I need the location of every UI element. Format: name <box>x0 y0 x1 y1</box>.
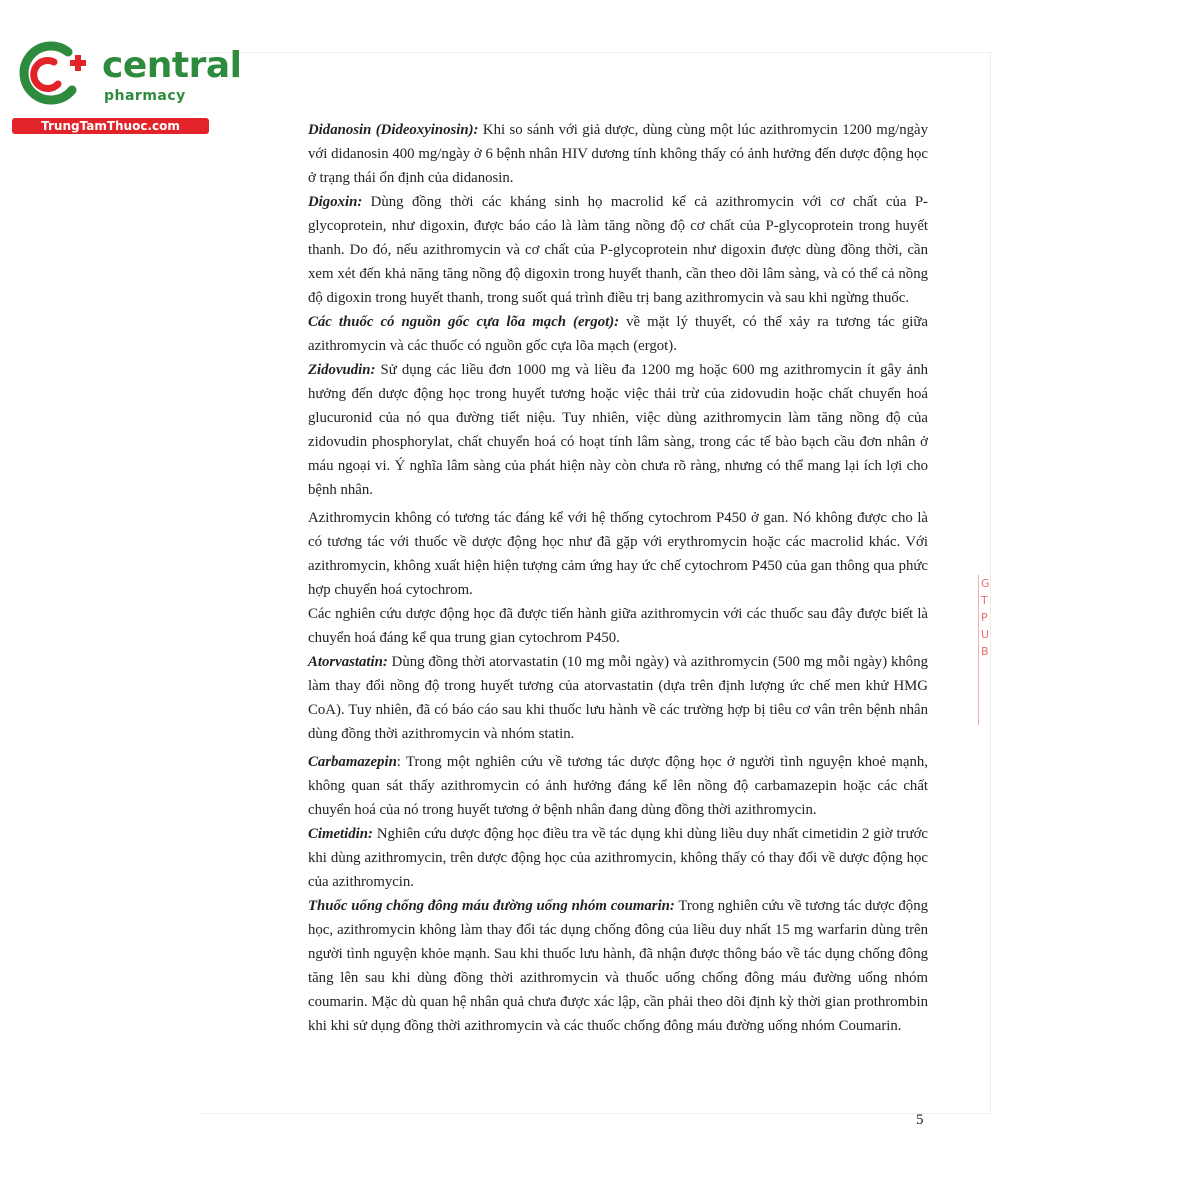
paragraph-lead: Atorvastatin: <box>308 654 388 670</box>
stamp-char: P <box>981 611 988 624</box>
paragraph-coumarin <box>308 894 928 1038</box>
logo-brand-sub: pharmacy <box>104 88 186 104</box>
page-number: 5 <box>916 1112 924 1128</box>
paragraph-cimetidin <box>308 822 928 894</box>
document-body <box>308 118 928 1038</box>
paragraph-text: Khi so sánh với giả dược, dùng cùng một lúc azithromycin 1200 mg/ngày với didanosin 400 mg/ngày ở 6 bệnh nhân HIV dương tính không thấy có ảnh hưởng đến dược động học ở trạng thái ổn định của didanosin. <box>308 122 928 186</box>
paragraph-didanosin <box>308 118 928 190</box>
paragraph-cytochrom <box>308 506 928 602</box>
paragraph-lead: Carbamazepin <box>308 754 397 770</box>
paragraph-lead: Zidovudin: <box>308 362 376 378</box>
paragraph-text: về mặt lý thuyết, có thể xảy ra tương tác giữa azithromycin và các thuốc có nguồn gốc cựa lõa mạch (ergot). <box>308 314 928 354</box>
paragraph-ergot <box>308 310 928 358</box>
stamp-char: T <box>981 594 988 607</box>
paragraph-lead: Digoxin: <box>308 194 363 210</box>
paragraph-lead: Didanosin (Dideoxyinosin): <box>308 122 479 138</box>
paragraph-lead: Các thuốc có nguồn gốc cựa lõa mạch (ergot): <box>308 314 620 330</box>
paragraph-atorvastatin <box>308 650 928 746</box>
paragraph-text: Nghiên cứu dược động học điều tra về tác dụng khi dùng liều duy nhất cimetidin 2 giờ trước khi dùng azithromycin, trên dược động học của azithromycin, không thấy có thay đổi về dược động học của azithromycin. <box>308 826 928 890</box>
paragraph-text: Trong nghiên cứu về tương tác dược động học, azithromycin không làm thay đổi tác dụng chống đông của liều duy nhất 15 mg warfarin dùng trên người tình nguyện khỏe mạnh. Sau khi thuốc lưu hành, đã nhận được thông báo về tác dụng chống đông tăng lên sau khi dùng đồng thời azithromycin và thuốc uống chống đông máu đường uống nhóm coumarin. Mặc dù quan hệ nhân quả chưa được xác lập, cần phải theo dõi định kỳ thời gian prothrombin khi khi sử dụng đồng thời azithromycin và các thuốc chống đông máu đường uống nhóm Coumarin. <box>308 898 928 1034</box>
paragraph-carbamazepin <box>308 750 928 822</box>
paragraph-text: Dùng đồng thời atorvastatin (10 mg mỗi ngày) và azithromycin (500 mg mỗi ngày) không làm thay đổi nồng độ trong huyết tương của atorvastatin (dựa trên định lượng ức chế men khử HMG CoA). Tuy nhiên, đã có báo cáo sau khi thuốc lưu hành về các trường hợp bị tiêu cơ vân trên bệnh nhân dùng đồng thời azithromycin và nhóm statin. <box>308 654 928 742</box>
stamp-char: U <box>981 628 990 641</box>
paragraph-text: Sử dụng các liều đơn 1000 mg và liều đa 1200 mg hoặc 600 mg azithromycin ít gây ảnh hưởng đến dược động học trong huyết tương hoặc việc thải trừ của zidovudin hoặc chất chuyển hoá glucuronid của nó qua đường tiết niệu. Tuy nhiên, việc dùng azithromycin làm tăng nồng độ của zidovudin phosphorylat, chất chuyển hoá có hoạt tính lâm sàng, trong các tế bào bạch cầu đơn nhân ở máu ngoại vi. Ý nghĩa lâm sàng của phát hiện này còn chưa rõ ràng, nhưng có thể mang lại ích lợi cho bệnh nhân. <box>308 362 928 498</box>
logo-site-band: TrungTamThuoc.com <box>12 118 209 134</box>
margin-stamp <box>978 575 995 725</box>
stamp-char: B <box>981 645 989 658</box>
paragraph-zidovudin <box>308 358 928 502</box>
paragraph-lead: Cimetidin: <box>308 826 373 842</box>
paragraph-text: : Trong một nghiên cứu về tương tác dược động học ở người tình nguyện khoẻ mạnh, không quan sát thấy azithromycin có ảnh hưởng đáng kể lên nồng độ carbamazepin hoặc các chất chuyển hoá của nó trong huyết tương ở bệnh nhân đang dùng đồng thời azithromycin. <box>308 754 928 818</box>
paragraph-text: Dùng đồng thời các kháng sinh họ macrolid kể cả azithromycin với cơ chất của P-glycoprotein, như digoxin, được báo cáo là làm tăng nồng độ cơ chất của P-glycoprotein trong huyết thanh. Do đó, nếu azithromycin và cơ chất của P-glycoprotein như digoxin được dùng đồng thời, cần xem xét đến khả năng tăng nồng độ digoxin trong huyết thanh, cần theo dõi lâm sàng, và có thể cả nồng độ digoxin trong huyết thanh, trong suốt quá trình điều trị bang azithromycin và sau khi ngừng thuốc. <box>308 194 928 306</box>
paragraph-text: Các nghiên cứu dược động học đã được tiến hành giữa azithromycin với các thuốc sau đây được biết là chuyển hoá đáng kể qua trung gian cytochrom P450. <box>308 606 928 646</box>
pharmacy-cross-icon <box>12 38 92 110</box>
paragraph-lead: Thuốc uống chống đông máu đường uống nhóm coumarin: <box>308 898 675 914</box>
logo-brand-name: central <box>102 45 242 86</box>
paragraph-digoxin <box>308 190 928 310</box>
paragraph-text: Azithromycin không có tương tác đáng kể với hệ thống cytochrom P450 ở gan. Nó không được cho là có tương tác với thuốc về dược động học như đã gặp với erythromycin hoặc các macrolid khác. Với azithromycin, không xuất hiện hiện tượng cảm ứng hay ức chế cytochrom P450 của gan thông qua phức hợp chuyển hoá cytochrom. <box>308 510 928 598</box>
stamp-char: G <box>981 577 990 590</box>
paragraph-studies <box>308 602 928 650</box>
central-pharmacy-logo <box>12 38 242 138</box>
